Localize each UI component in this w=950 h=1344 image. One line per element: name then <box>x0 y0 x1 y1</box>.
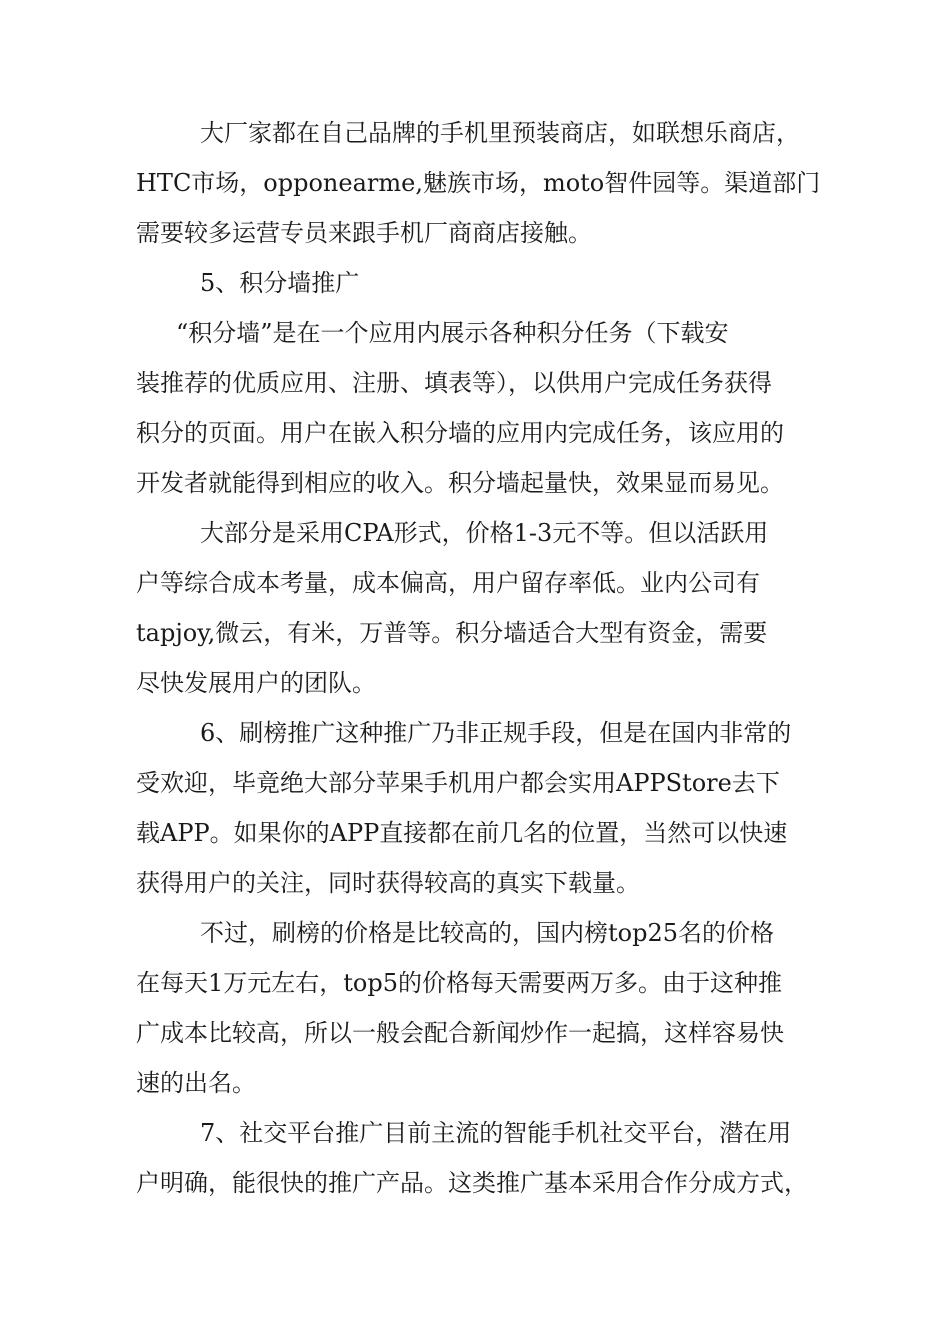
paragraph-7-line-1: 7、社交平台推广目前主流的智能手机社交平台，潜在用 <box>200 1119 792 1147</box>
paragraph-4-line-4: 尽快发展用户的团队。 <box>136 669 376 697</box>
paragraph-4-line-3: tapjoy,微云，有米，万普等。积分墙适合大型有资金，需要 <box>136 619 768 647</box>
paragraph-3-line-4: 开发者就能得到相应的收入。积分墙起量快，效果显而易见。 <box>136 469 784 497</box>
section-heading-5: 5、积分墙推广 <box>200 269 360 297</box>
paragraph-4-line-2: 户等综合成本考量，成本偏高，用户留存率低。业内公司有 <box>136 569 760 597</box>
paragraph-7-line-2: 户明确，能很快的推广产品。这类推广基本采用合作分成方式， <box>136 1169 808 1197</box>
paragraph-3-line-3: 积分的页面。用户在嵌入积分墙的应用内完成任务，该应用的 <box>136 419 784 447</box>
paragraph-6-line-2: 在每天1万元左右，top5的价格每天需要两万多。由于这种推 <box>136 969 782 997</box>
paragraph-1-line-2: HTC市场，opponearme,魅族市场，moto智件园等。渠道部门 <box>136 169 821 197</box>
paragraph-5-line-2: 受欢迎，毕竟绝大部分苹果手机用户都会实用APPStore去下 <box>136 769 780 797</box>
paragraph-5-line-4: 获得用户的关注，同时获得较高的真实下载量。 <box>136 869 640 897</box>
paragraph-4-line-1: 大部分是采用CPA形式，价格1-3元不等。但以活跃用 <box>200 519 769 547</box>
paragraph-5-line-1: 6、刷榜推广这种推广乃非正规手段，但是在国内非常的 <box>200 719 792 747</box>
paragraph-3-line-1: “积分墙”是在一个应用内展示各种积分任务（下载安 <box>176 319 729 347</box>
paragraph-6-line-4: 速的出名。 <box>136 1069 256 1097</box>
paragraph-1-line-3: 需要较多运营专员来跟手机厂商商店接触。 <box>136 219 592 247</box>
paragraph-6-line-3: 广成本比较高，所以一般会配合新闻炒作一起搞，这样容易快 <box>136 1019 784 1047</box>
paragraph-6-line-1: 不过，刷榜的价格是比较高的，国内榜top25名的价格 <box>200 919 774 947</box>
paragraph-1-line-1: 大厂家都在自己品牌的手机里预装商店，如联想乐商店， <box>200 119 800 147</box>
paragraph-5-line-3: 载APP。如果你的APP直接都在前几名的位置，当然可以快速 <box>136 819 788 847</box>
paragraph-3-line-2: 装推荐的优质应用、注册、填表等），以供用户完成任务获得 <box>136 369 772 397</box>
